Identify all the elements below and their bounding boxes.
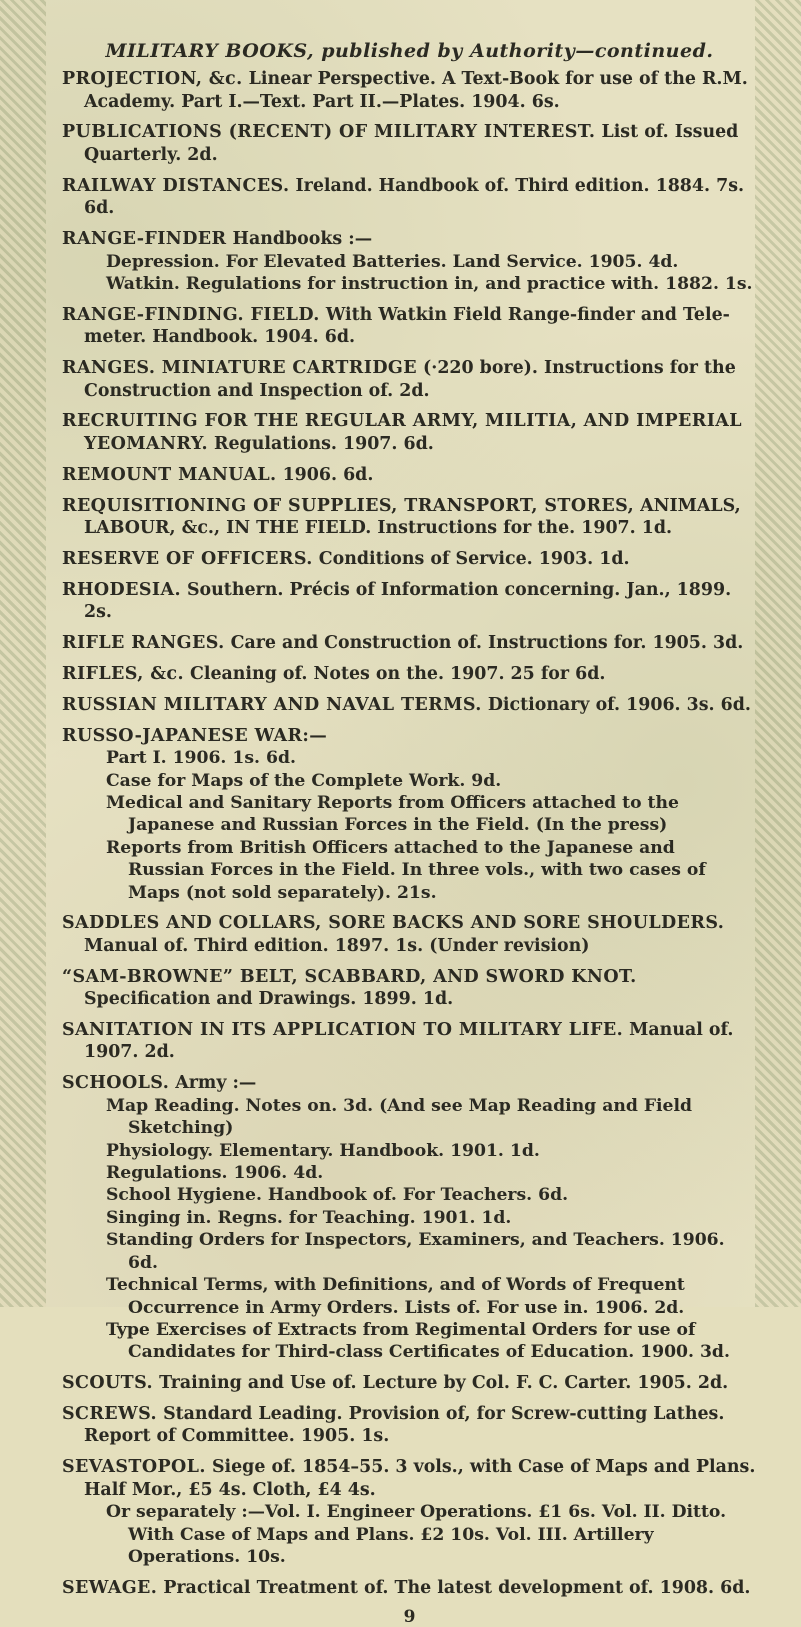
catalogue-entry [62,464,757,487]
catalogue-entry [62,68,757,113]
entry-text: Linear Perspective. A Text-Book for use of the R.M. Academy. Part I.—Text. Part II.—Plates. 1904. 6s. [84,69,748,112]
entry-heading: SADDLES AND COLLARS, SORE BACKS AND SORE SHOULDERS. [62,913,725,934]
entry-text: Southern. Précis of Information concerning. Jan., 1899. 2s. [84,579,732,623]
sub-entry-list [84,1095,757,1364]
catalogue-entry [62,1577,757,1600]
entry-heading: SCOUTS. [62,1372,154,1393]
entry-heading: RECRUITING FOR THE REGULAR ARMY, MILITIA, AND IMPERIAL YEOMANRY. [62,411,742,455]
catalogue-entry [62,304,757,349]
entry-text: (·220 bore). Instructions for the Construction and Inspection of. 2d. [84,358,736,401]
sub-entry: Map Reading. Notes on. 3d. (And see Map Reading and Field Sketching) [106,1095,693,1139]
entry-text: Manual of. Third edition. 1897. 1s. (Under revision) [84,935,590,956]
entry-heading: RANGES. MINIATURE CARTRIDGE [62,358,417,379]
entry-text: Regulations. 1907. 6d. [207,434,434,455]
entry-text: With Watkin Field Range-finder and Tele-meter. Handbook. 1904. 6d. [84,304,730,348]
entry-text: ANIMALS, LABOUR, &c., IN THE FIELD. Instructions for the. 1907. 1d. [84,495,741,539]
entry-heading: PUBLICATIONS (RECENT) OF MILITARY INTEREST. [62,122,596,143]
sub-entry: School Hygiene. Handbook of. For Teachers. 6d. [106,1185,569,1206]
sub-entry: Part I. 1906. 1s. 6d. [106,748,296,769]
entry-heading: SCHOOLS. [62,1073,170,1094]
sub-entry: Technical Terms, with Definitions, and of Words of Frequent Occurrence in Army Orders. Lists of. For use in. 1906. 2d. [106,1275,685,1318]
catalogue-entry [62,725,757,904]
catalogue-entry [62,966,757,1011]
sub-entry: Or separately :—Vol. I. Engineer Operations. £1 6s. Vol. II. Ditto. With Case of Maps and Plans. £2 10s. Vol. III. Artillery Operations. 10s. [106,1502,727,1568]
entry-text: Training and Use of. Lecture by Col. F. C. Carter. 1905. 2d. [153,1372,729,1393]
entry-heading: REQUISITIONING OF SUPPLIES, TRANSPORT, STORES, [62,495,635,516]
sub-entry: Regulations. 1906. 4d. [106,1163,324,1184]
catalogue-entry [62,912,757,957]
catalogue-entry [62,632,757,655]
entry-heading: RANGE-FINDING. FIELD. [62,304,320,325]
catalogue-entry [62,1403,757,1448]
entry-heading: RUSSO-JAPANESE WAR:— [62,725,328,746]
sub-entry: Watkin. Regulations for instruction in, and practice with. 1882. 1s. [106,274,753,295]
sub-entry: Case for Maps of the Complete Work. 9d. [106,770,502,791]
running-header: MILITARY BOOKS, published by Authority—continued. [105,40,714,62]
entry-heading: RIFLES, &c. [62,663,184,684]
catalogue-entry [62,357,757,402]
sub-entry-list [84,1501,757,1568]
entry-text: 1906. 6d. [276,464,374,485]
catalogue-entry [62,410,757,455]
entry-heading: RHODESIA. [62,579,181,600]
entry-heading: SANITATION IN ITS APPLICATION TO MILITARY LIFE. [62,1019,624,1040]
catalogue-entry [62,121,757,166]
entry-heading: REMOUNT MANUAL. [62,464,277,485]
entry-text: Dictionary of. 1906. 3s. 6d. [481,694,751,715]
entry-text: Conditions of Service. 1903. 1d. [312,549,630,569]
catalogue-entry [62,1072,757,1363]
entry-text: List of. Issued Quarterly. 2d. [84,122,739,165]
catalogue-entry [62,228,757,295]
catalogue-entry [62,175,757,220]
entry-text: Practical Treatment of. The latest development of. 1908. 6d. [157,1577,751,1598]
sub-entry-list [84,251,757,296]
entry-text: Manual of. 1907. 2d. [84,1019,734,1063]
catalogue-entry [62,1019,757,1064]
entry-heading: RANGE-FINDER [62,229,227,250]
entry-text: Siege of. 1854–55. 3 vols., with Case of Maps and Plans. Half Mor., £5 4s. Cloth, £4 4s. [84,1457,756,1500]
entry-text: Ireland. Handbook of. Third edition. 1884. 7s. 6d. [84,175,745,219]
sub-entry: Type Exercises of Extracts from Regimental Orders for use of Candidates for Third-class Certificates of Education. 1900. 3d. [106,1319,730,1363]
catalogue-entry [62,663,757,686]
entry-text: Army :— [169,1073,257,1094]
entry-text: Care and Construction of. Instructions for. 1905. 3d. [224,633,744,654]
entry-text: Specification and Drawings. 1899. 1d. [84,989,454,1010]
entry-text: Handbooks :— [226,229,373,250]
entry-heading: RAILWAY DISTANCES. [62,175,290,196]
sub-entry-list [84,747,757,904]
catalogue-entry [62,579,757,624]
entry-text: Cleaning of. Notes on the. 1907. 25 for 6d. [183,663,606,684]
entry-heading: PROJECTION, &c. [62,69,243,89]
entry-heading: RIFLE RANGES. [62,633,225,654]
sub-entry: Reports from British Officers attached to the Japanese and Russian Forces in the Field. In three vols., with two cases of Maps (not sold separately). 21s. [106,837,706,903]
catalogue-entry [62,548,757,571]
sub-entry: Standing Orders for Inspectors, Examiners, and Teachers. 1906. 6d. [106,1230,725,1273]
entry-heading: RESERVE OF OFFICERS. [62,549,313,569]
catalogue-entry [62,694,757,717]
catalogue-entry [62,1372,757,1395]
entry-heading: SCREWS. [62,1403,158,1424]
sub-entry: Singing in. Regns. for Teaching. 1901. 1d. [106,1207,512,1228]
catalogue-entries [62,68,757,1599]
entry-heading: RUSSIAN MILITARY AND NAVAL TERMS. [62,694,482,715]
sub-entry: Physiology. Elementary. Handbook. 1901. 1d. [106,1140,540,1161]
entry-heading: SEWAGE. [62,1577,158,1598]
catalogue-entry [62,1456,757,1568]
sub-entry: Medical and Sanitary Reports from Officers attached to the Japanese and Russian Forces in the Field. (In the press) [106,792,679,836]
entry-heading: “SAM-BROWNE” BELT, SCABBARD, AND SWORD KNOT. [62,966,637,987]
entry-heading: SEVASTOPOL. [62,1457,206,1478]
entry-text: Standard Leading. Provision of, for Screw-cutting Lathes. Report of Committee. 1905. 1s. [84,1403,725,1447]
catalogue-entry [62,495,757,540]
sub-entry: Depression. For Elevated Batteries. Land Service. 1905. 4d. [106,251,679,272]
page-number: 9 [403,1607,416,1627]
